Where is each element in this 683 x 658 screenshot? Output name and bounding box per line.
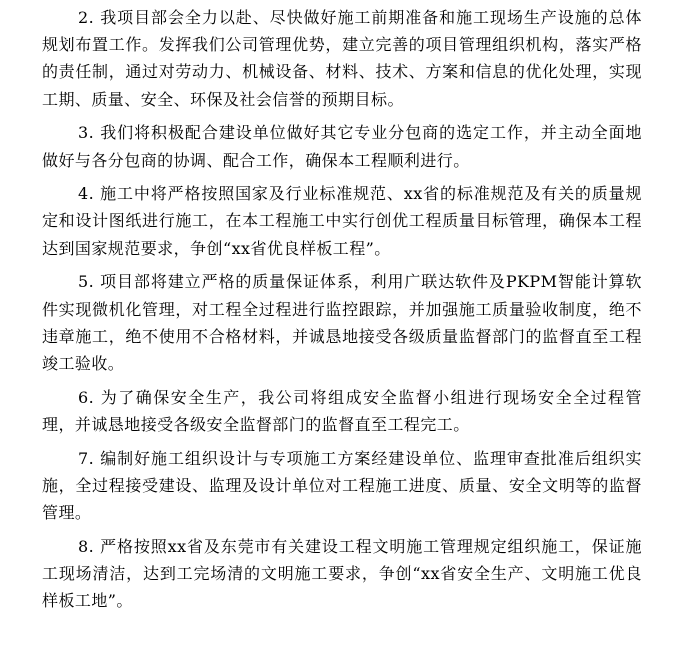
paragraph-4 bbox=[42, 180, 642, 262]
paragraph-text: 4. 施工中将严格按照国家及行业标准规范、xx省的标准规范及有关的质量规定和设计图纸进行施工，在本工程施工中实行创优工程质量目标管理，确保本工程达到国家规范要求，争创“xx省优良样板工程”。 bbox=[42, 184, 642, 258]
paragraph-7 bbox=[42, 445, 642, 527]
paragraph-2 bbox=[42, 4, 642, 113]
paragraph-text: 3. 我们将积极配合建设单位做好其它专业分包商的选定工作，并主动全面地做好与各分包商的协调、配合工作，确保本工程顺利进行。 bbox=[42, 123, 642, 170]
paragraph-text: 2. 我项目部会全力以赴、尽快做好施工前期准备和施工现场生产设施的总体规划布置工作。发挥我们公司管理优势，建立完善的项目管理组织机构，落实严格的责任制，通过对劳动力、机械设备、材料、技术、方案和信息的优化处理，实现工期、质量、安全、环保及社会信誉的预期目标。 bbox=[42, 8, 642, 109]
paragraph-text: 7. 编制好施工组织设计与专项施工方案经建设单位、监理审查批准后组织实施，全过程接受建设、监理及设计单位对工程施工进度、质量、安全文明等的监督管理。 bbox=[42, 448, 642, 522]
paragraph-3 bbox=[42, 119, 642, 173]
paragraph-5 bbox=[42, 268, 642, 377]
paragraph-text: 5. 项目部将建立严格的质量保证体系，利用广联达软件及PKPM智能计算软件实现微机化管理，对工程全过程进行监控跟踪，并加强施工质量验收制度，绝不违章施工，绝不使用不合格材料，并诚恳地接受各级质量监督部门的监督直至工程竣工验收。 bbox=[42, 272, 642, 373]
paragraph-text: 6. 为了确保安全生产，我公司将组成安全监督小组进行现场安全全过程管理，并诚恳地接受各级安全监督部门的监督直至工程完工。 bbox=[42, 387, 642, 434]
paragraph-text: 8. 严格按照xx省及东莞市有关建设工程文明施工管理规定组织施工，保证施工现场清洁，达到工完场清的文明施工要求，争创“xx省安全生产、文明施工优良样板工地”。 bbox=[42, 536, 642, 611]
paragraph-6 bbox=[42, 384, 642, 438]
document-body bbox=[42, 4, 642, 621]
paragraph-8 bbox=[42, 533, 642, 615]
